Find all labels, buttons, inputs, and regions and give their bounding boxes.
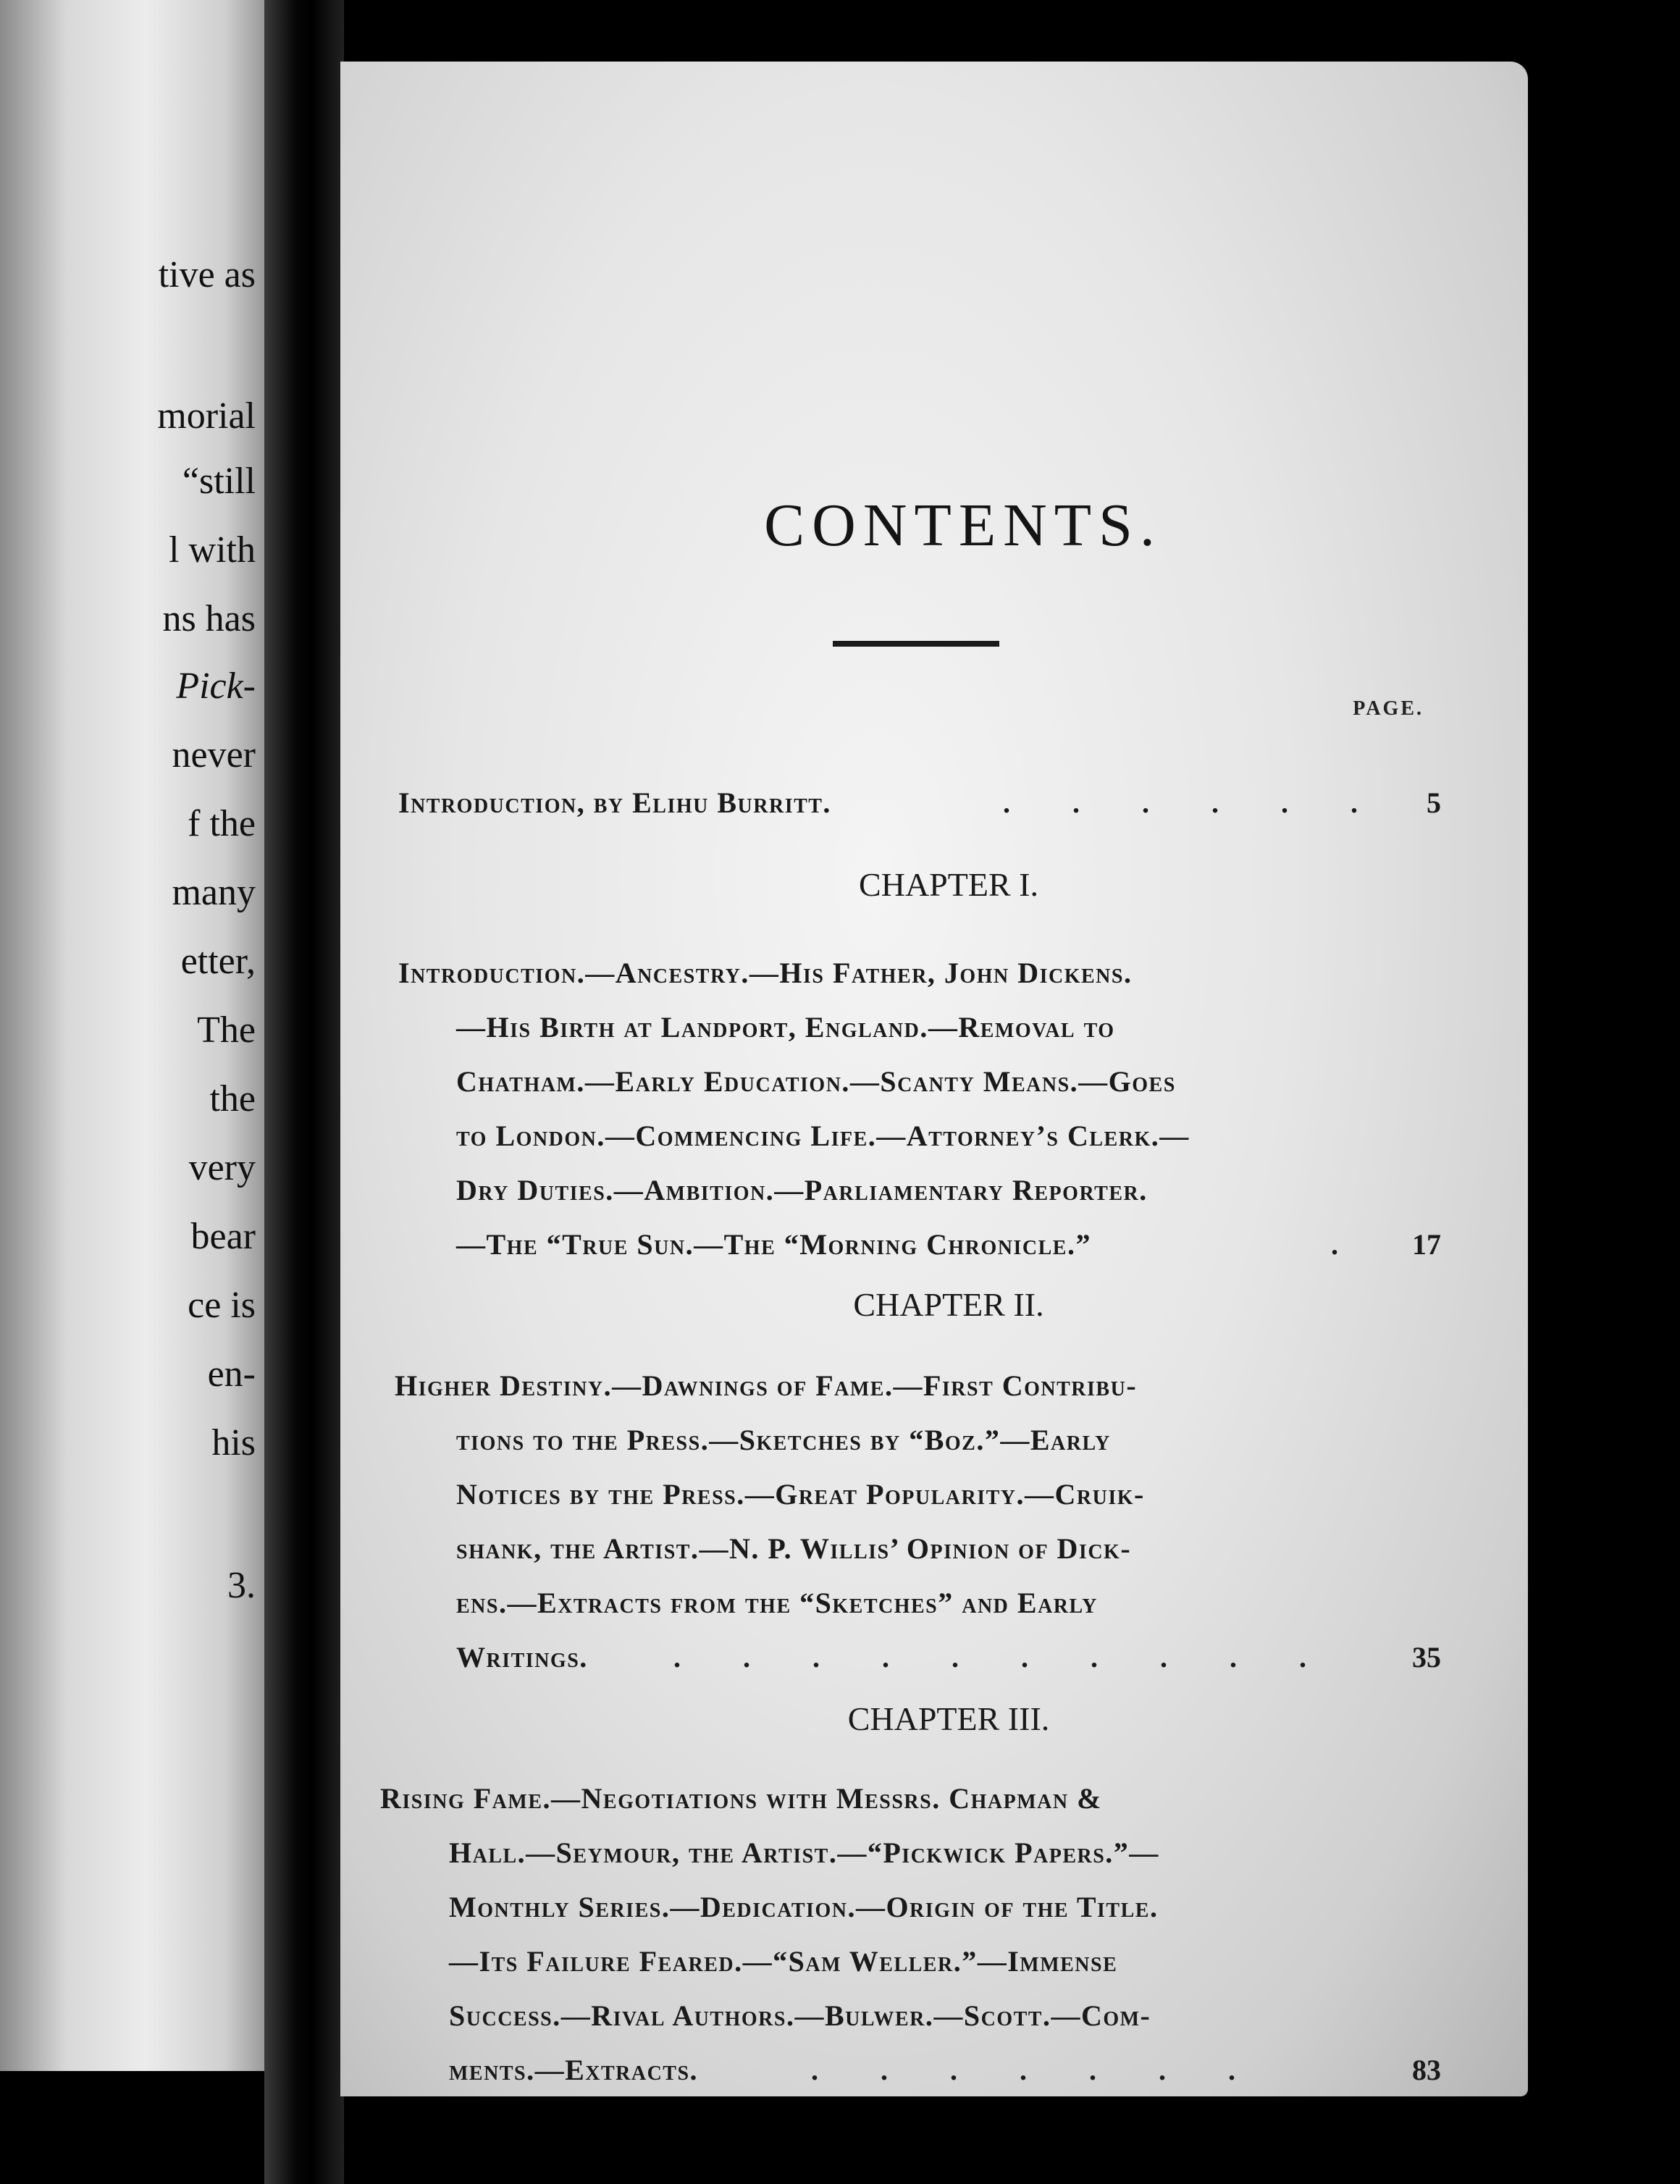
facing-page-line: Pick- — [176, 665, 256, 707]
page-title: CONTENTS. — [764, 492, 1162, 559]
facing-page-line: very — [188, 1147, 256, 1188]
toc-entry-introduction: Introduction, by Elihu Burritt. — [398, 786, 831, 819]
toc-line: Introduction.—Ancestry.—His Father, John Dickens. — [398, 957, 1133, 989]
toc-line: Writings. — [456, 1641, 588, 1673]
facing-page-line: ce is — [188, 1285, 256, 1326]
facing-page-line: his — [211, 1422, 256, 1463]
facing-page-line: morial — [157, 395, 256, 437]
facing-page-line: The — [197, 1009, 256, 1051]
toc-line: Monthly Series.—Dedication.—Origin of the Title. — [449, 1891, 1159, 1923]
toc-line: tions to the Press.—Sketches by “Boz.”—Early — [456, 1424, 1111, 1456]
facing-page-line: l with — [169, 529, 256, 571]
facing-page-line: never — [172, 734, 256, 776]
page-number: 17 — [1412, 1228, 1441, 1261]
page-number: 35 — [1412, 1641, 1441, 1673]
leader-dots: . . . . . . — [1003, 786, 1385, 819]
chapter-heading: CHAPTER II. — [853, 1286, 1044, 1323]
facing-page-line: ns has — [162, 598, 256, 639]
leader-dots: . . . . . . . . . . — [673, 1641, 1334, 1673]
toc-line: Higher Destiny.—Dawnings of Fame.—First Contribu- — [395, 1369, 1138, 1402]
toc-line: to London.—Commencing Life.—Attorney’s Clerk.— — [456, 1120, 1190, 1152]
toc-line: —His Birth at Landport, England.—Removal to — [456, 1011, 1115, 1043]
facing-page-line: many — [172, 872, 256, 913]
facing-page-line: f the — [188, 803, 256, 844]
facing-page-line: the — [209, 1078, 256, 1120]
toc-line: Rising Fame.—Negotiations with Messrs. Chapman & — [380, 1782, 1102, 1815]
facing-page-line: tive as — [158, 254, 256, 295]
page-column-label: PAGE. — [1353, 697, 1424, 720]
toc-line: Success.—Rival Authors.—Bulwer.—Scott.—Com- — [449, 1999, 1151, 2032]
page-number: 83 — [1412, 2054, 1441, 2086]
toc-line: Chatham.—Early Education.—Scanty Means.—Goes — [456, 1065, 1176, 1098]
chapter-heading: CHAPTER III. — [847, 1700, 1050, 1737]
page-number: 5 — [1427, 786, 1441, 819]
leader-dots: . — [1331, 1228, 1366, 1261]
title-rule — [833, 641, 999, 647]
chapter-heading: CHAPTER I. — [859, 866, 1038, 903]
toc-line: Dry Duties.—Ambition.—Parliamentary Reporter. — [456, 1174, 1148, 1206]
toc-line: ments.—Extracts. — [449, 2054, 699, 2086]
toc-line: —Its Failure Feared.—“Sam Weller.”—Immense — [449, 1945, 1118, 1978]
leader-dots: . . . . . . . — [811, 2054, 1263, 2086]
facing-page-line: en- — [207, 1353, 256, 1395]
toc-line: Hall.—Seymour, the Artist.—“Pickwick Papers.”— — [449, 1836, 1159, 1869]
facing-page-line: bear — [190, 1216, 256, 1257]
facing-page-line: “still — [182, 461, 256, 502]
toc-line: ens.—Extracts from the “Sketches” and Early — [456, 1587, 1098, 1619]
facing-page-line: etter, — [180, 941, 256, 982]
facing-page — [0, 0, 264, 2071]
toc-line: shank, the Artist.—N. P. Willis’ Opinion of Dick- — [456, 1532, 1132, 1565]
toc-line: Notices by the Press.—Great Popularity.—Cruik- — [456, 1478, 1145, 1511]
contents-page — [340, 62, 1528, 2096]
book-gutter — [264, 0, 344, 2184]
facing-page-line: 3. — [227, 1565, 256, 1606]
toc-line: —The “True Sun.—The “Morning Chronicle.” — [456, 1228, 1091, 1261]
